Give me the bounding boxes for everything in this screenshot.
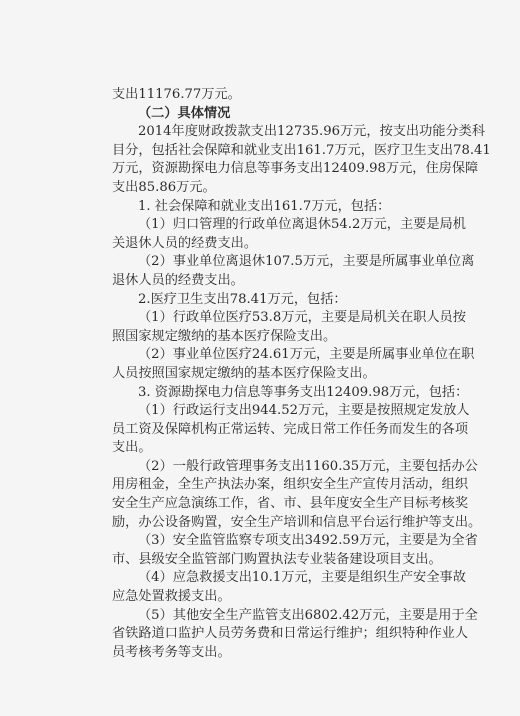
paragraph-line: 员工资及保障机构正常运转、完成日常工作任务而发生的各项 — [112, 421, 469, 437]
paragraph-line: （1）行政运行支出944.52万元，主要是按照规定发放人 — [138, 403, 470, 419]
subsection-heading: 1. 社会保障和就业支出161.7万元，包括： — [138, 198, 391, 214]
paragraph-line: （1）行政单位医疗53.8万元，主要是局机关在职人员按 — [138, 310, 466, 326]
paragraph-line: 支出。 — [112, 440, 152, 456]
section-heading: （二）具体情况 — [138, 105, 231, 121]
subsection-heading: 3. 资源勘探电力信息等事务支出12409.98万元，包括： — [138, 384, 469, 400]
paragraph-line: （2）事业单位医疗24.61万元，主要是所属事业单位在职 — [138, 347, 475, 363]
paragraph-line: 励，办公设备购置，安全生产培训和信息平台运行维护等支出。 — [112, 514, 482, 530]
paragraph-line: 照国家规定缴纳的基本医疗保险支出。 — [112, 328, 337, 344]
text-line: 支出11176.77万元。 — [112, 87, 241, 102]
paragraph-line: 万元，资源勘探电力信息等事务支出12409.98万元，住房保障 — [112, 161, 479, 177]
paragraph-line: （3）安全监管监察专项支出3492.59万元，主要是为全省 — [138, 533, 478, 549]
paragraph-line: 省铁路道口监护人员劳务费和日常运行维护；组织特种作业人 — [112, 626, 469, 642]
paragraph-line: （2）事业单位离退休107.5万元，主要是所属事业单位离 — [138, 254, 475, 270]
paragraph-line: 退休人员的经费支出。 — [112, 272, 244, 288]
paragraph-line: 安全生产应急演练工作，省、市、县年度安全生产目标考核奖 — [112, 496, 469, 512]
paragraph-line: 2014年度财政拨款支出12735.96万元，按支出功能分类科 — [138, 124, 486, 140]
document-body — [112, 86, 491, 662]
paragraph-line: 应急处置救援支出。 — [112, 589, 231, 605]
paragraph-line: 支出85.86万元。 — [112, 179, 216, 195]
paragraph-line: 目分，包括社会保障和就业支出161.7万元，医疗卫生支出78.41 — [112, 142, 491, 158]
paragraph-line: （2）一般行政管理事务支出1160.35万元，主要包括办公 — [138, 458, 478, 474]
paragraph-line: 人员按照国家规定缴纳的基本医疗保险支出。 — [112, 365, 376, 381]
paragraph-line: 员考核考务等支出。 — [112, 644, 231, 660]
paragraph-line: 用房租金，全生产执法办案，组织安全生产宣传月活动，组织 — [112, 477, 469, 493]
paragraph-line: 市、县级安全监管部门购置执法专业装备建设项目支出。 — [112, 551, 442, 567]
paragraph-line: （1）归口管理的行政单位离退休54.2万元，主要是局机 — [138, 217, 466, 233]
subsection-heading: 2.医疗卫生支出78.41万元，包括： — [138, 291, 347, 307]
paragraph-line: （4）应急救援支出10.1万元，主要是组织生产安全事故 — [138, 570, 466, 586]
paragraph-line: （5）其他安全生产监管支出6802.42万元，主要是用于全 — [138, 607, 478, 623]
paragraph-line: 关退休人员的经费支出。 — [112, 235, 258, 251]
